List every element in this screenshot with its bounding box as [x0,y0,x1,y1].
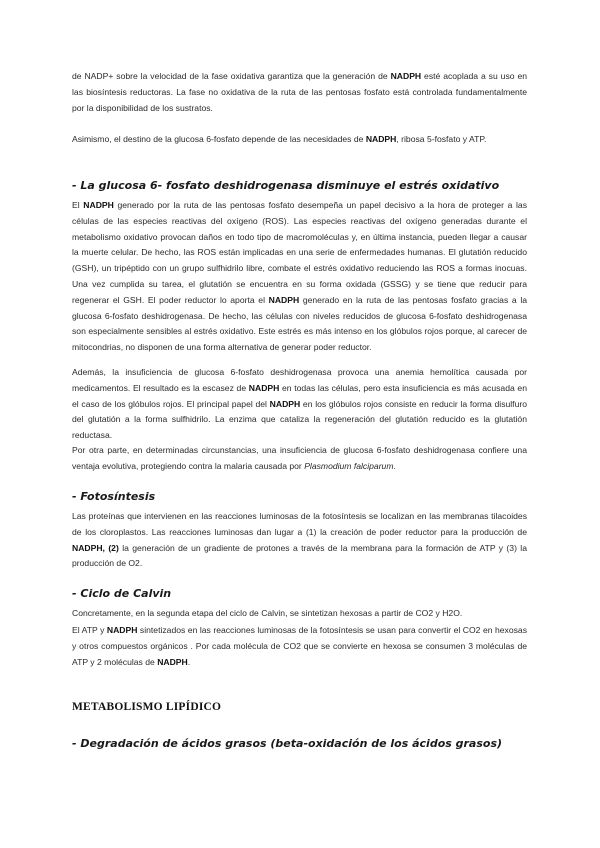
text-run: Además, la insuficiencia de glucosa 6-fosfato deshidrogenasa provoca una anemia hemolítica causada por medicamentos. El resultado es la escasez de [72,367,527,393]
bold-term: NADPH [106,625,138,635]
text-run: esté acoplada a su uso en las biosíntesis reductoras. La fase no oxidativa de la ruta de las pentosas fosfato está controlada fundamentalmente por la disponibilidad de los sustratos. [72,71,527,113]
bold-term: NADPH [390,71,422,81]
bold-term: NADPH [365,134,397,144]
bold-term: NADPH [157,656,188,667]
text-run: sintetizados en las reacciones luminosas de la fotosíntesis se usan para convertir el CO2 en hexosas y otros compuestos orgánicos . Por cada molécula de CO2 que se convierte en hexosa se consumen 3 moléculas de ATP y 2 moléculas de [72,625,528,667]
intro-paragraph-1 [72,69,527,116]
g6pd-paragraph-3 [72,443,527,475]
bold-term: NADPH, (2) [72,542,119,553]
bold-term: NADPH [248,382,280,393]
text-run: El ATP y [72,625,107,635]
text-run: , ribosa 5-fosfato y ATP. [396,134,487,144]
bold-term: NADPH [269,398,301,409]
intro-paragraph-2 [72,132,527,148]
section-title-lipid: METABOLISMO LIPÍDICO [72,701,222,713]
text-run: generado en la ruta de las pentosas fosfato gracias a la glucosa 6-fosfato deshidrogenasa. De hecho, las células con niveles reducidos de glucosa 6-fosfato deshidrogenasa son especialmente sensibles al estrés oxidativo. Este estrés es más intenso en los glóbulos rojos porque, al carecer de mitocondrias, no disponen de una forma alternativa de generar poder reductor. [72,294,528,353]
italic-term: Plasmodium falciparum [304,460,394,471]
text-run: El [72,200,84,210]
heading-calvin: - Ciclo de Calvin [72,587,172,600]
text-run: Las proteínas que intervienen en las reacciones luminosas de la fotosíntesis se localizan en las membranas tilacoides de los cloroplastos. Las reacciones luminosas dan lugar a (1) la creación de poder reductor para la producción de [72,511,527,537]
text-run: . [393,460,396,471]
heading-beta-oxidation: - Degradación de ácidos grasos (beta-oxidación de los ácidos grasos) [72,737,503,750]
calvin-paragraph-1 [72,606,527,622]
calvin-paragraph-2 [72,623,527,670]
text-run: en los glóbulos rojos consiste en reducir la forma disulfuro del glutatión a la forma sulfhidrilo. La enzima que cataliza la regeneración del glutatión reducido es la glutatión reductasa. [72,398,527,441]
heading-fotosintesis: - Fotosíntesis [72,490,156,503]
text-run: Por otra parte, en determinadas circunstancias, una insuficiencia de glucosa 6-fosfato deshidrogenasa confiere una ventaja evolutiva, protegiendo contra la malaria causada por [72,445,527,471]
text-run: Concretamente, en la segunda etapa del ciclo de Calvin, se sintetizan hexosas a partir de CO2 y H2O. [72,608,463,618]
text-run: la generación de un gradiente de protones a través de la membrana para la formación de ATP y (3) la producción de O2. [72,542,527,569]
text-run: Asimismo, el destino de la glucosa 6-fosfato depende de las necesidades de [72,134,366,144]
bold-term: NADPH [268,294,300,305]
text-run: de NADP+ sobre la velocidad de la fase oxidativa garantiza que la generación de [72,71,391,81]
text-run: generado por la ruta de las pentosas fosfato desempeña un papel decisivo a la hora de proteger a las células de las especies reactivas del oxígeno (ROS). Las especies reactivas del oxígeno generadas durante el metabolismo oxidativo provocan daños en todo tipo de macromoléculas y, en última instancia, pueden llegar a causar la muerte celular. De hecho, las ROS están implicadas en una serie de enfermedades humanas. El glutatión reducido (GSH), un tripéptido con un grupo sulfhidrilo libre, combate el estrés oxidativo reduciendo las ROS a formas inocuas. Una vez cumplida su tarea, el glutatión se encuentra en su forma oxidada (GSSG) y se tiene que reducir para regenerar el GSH. El poder reductor lo aporta el [72,200,527,305]
text-run: . [187,656,191,667]
g6pd-paragraph-1 [72,198,527,356]
text-run: en todas las células, pero esta insuficiencia es más acusada en el caso de los glóbulos rojos. El principal papel del [72,382,527,409]
g6pd-paragraph-2 [72,365,527,444]
fotosintesis-paragraph [72,509,527,572]
heading-g6pd: - La glucosa 6- fosfato deshidrogenasa disminuye el estrés oxidativo [72,179,500,192]
bold-term: NADPH [83,200,114,210]
